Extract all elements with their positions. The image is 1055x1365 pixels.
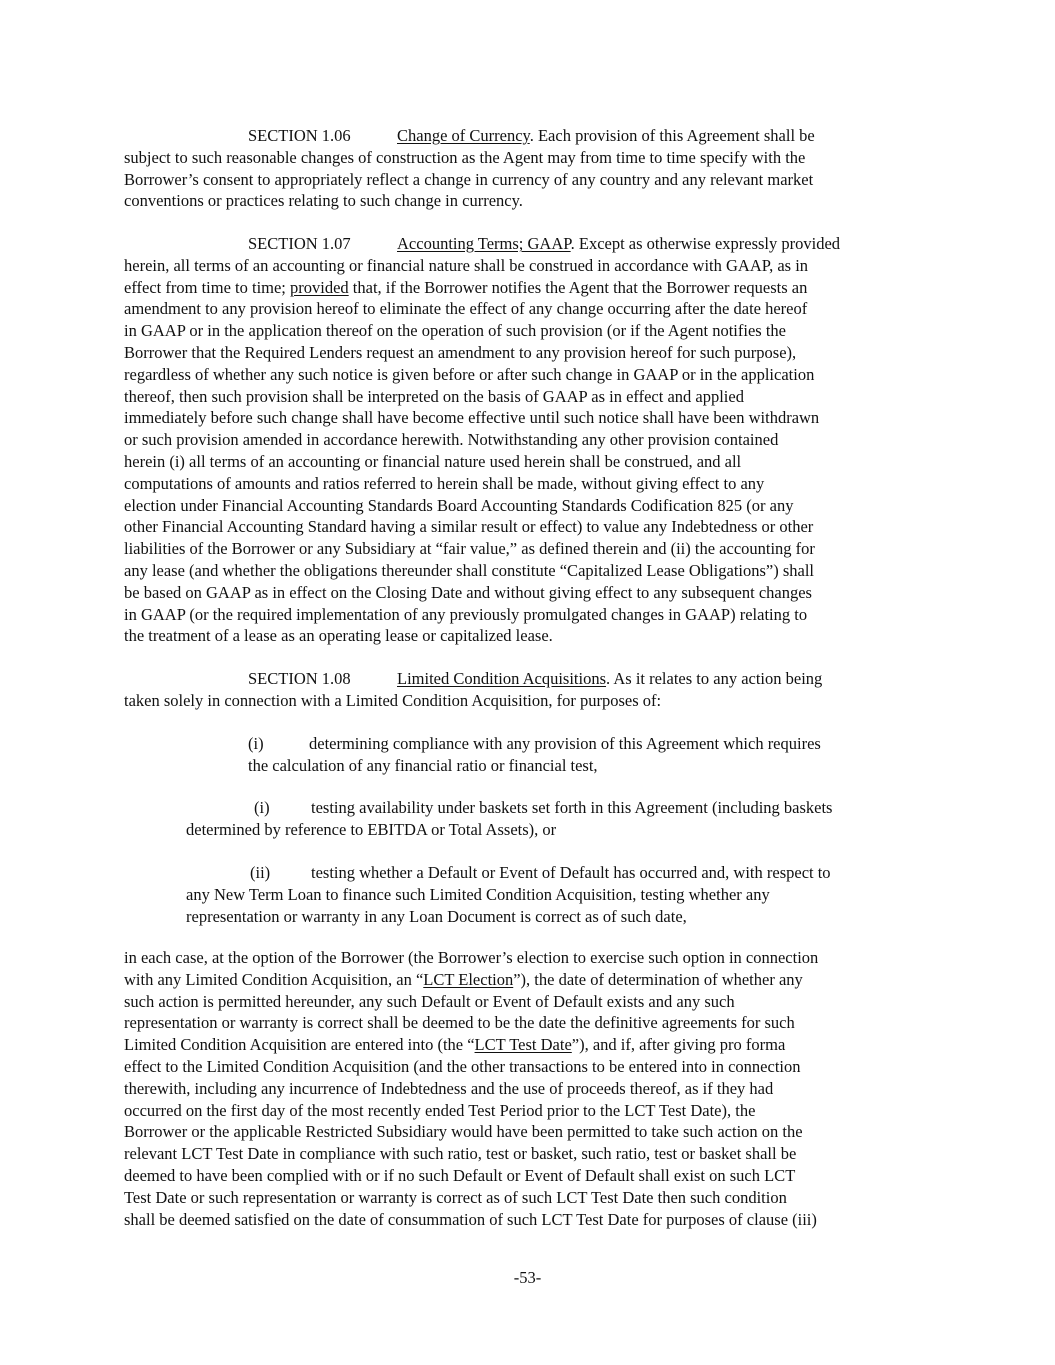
text-line: herein, all terms of an accounting or financial nature shall be construed in accordance with GAAP, as in [124, 255, 809, 275]
text-line: representation or warranty in any Loan Document is correct as of such date, [186, 906, 687, 926]
text-line: relevant LCT Test Date in compliance with such ratio, test or basket, such ratio, test or basket shall be [124, 1144, 797, 1164]
text-line: any lease (and whether the obligations thereunder shall constitute “Capitalized Lease Obligations”) shall [124, 560, 815, 580]
closing-paragraph [124, 947, 934, 1230]
text-line: herein (i) all terms of an accounting or financial nature used herein shall be construed, and all [124, 451, 742, 471]
section-title: Limited Condition Acquisitions [397, 669, 607, 688]
text-line: conventions or practices relating to such change in currency. [124, 191, 523, 211]
text-line: Limited Condition Acquisition are entered into (the “LCT Test Date”), and if, after giving pro forma [124, 1035, 786, 1055]
text-line: representation or warranty is correct shall be deemed to be the date the definitive agreements for such [124, 1013, 795, 1033]
section-1-06 [124, 125, 934, 212]
text-line: in GAAP or in the application thereof on the operation of such provision (or if the Agent notifies the [124, 321, 786, 341]
text-line: Test Date or such representation or warranty is correct as of such LCT Test Date then such condition [124, 1187, 787, 1207]
text-line: immediately before such change shall have become effective until such notice shall have been withdrawn [124, 408, 820, 428]
section-number: SECTION 1.07 [248, 234, 351, 253]
text-line: computations of amounts and ratios referred to herein shall be made, without giving effect to any [124, 473, 765, 493]
text-line: determined by reference to EBITDA or Total Assets), or [186, 819, 557, 839]
item-label: (i) [248, 734, 264, 753]
text-line: occurred on the first day of the most recently ended Test Period prior to the LCT Test Date), the [124, 1100, 756, 1120]
text-line: effect from time to time; provided that, if the Borrower notifies the Agent that the Borrower requests an [124, 277, 808, 297]
section-1-06-heading-line: SECTION 1.06 Change of Currency. Each provision of this Agreement shall be [248, 126, 815, 145]
provided-term: provided [290, 277, 349, 297]
section-number: SECTION 1.06 [248, 126, 351, 145]
text-line: Borrower or the applicable Restricted Subsidiary would have been permitted to take such action on the [124, 1122, 803, 1142]
text-line: in each case, at the option of the Borrower (the Borrower’s election to exercise such option in connection [124, 948, 819, 967]
section-title: Accounting Terms; GAAP [397, 234, 571, 253]
text-line: other Financial Accounting Standard having a similar result or effect) to value any Indebtedness or other [124, 517, 814, 537]
text-line: in GAAP (or the required implementation of any previously promulgated changes in GAAP) relating to [124, 604, 808, 624]
text-line: the calculation of any financial ratio or financial test, [248, 755, 598, 775]
text-line: taken solely in connection with a Limited Condition Acquisition, for purposes of: [124, 690, 662, 710]
text-line: be based on GAAP as in effect on the Closing Date and without giving effect to any subsequent changes [124, 582, 812, 602]
text-line: any New Term Loan to finance such Limited Condition Acquisition, testing whether any [186, 884, 770, 904]
list-item: (ii) testing whether a Default or Event of Default has occurred and, with respect to any New Term Loan to finance such Limited Condition Acquisition, testing whether any representation or warranty in any Loan Document is correct as of such date, [186, 862, 936, 927]
text-line: shall be deemed satisfied on the date of consummation of such LCT Test Date for purposes of clause (iii) [124, 1209, 817, 1229]
section-1-07-heading-line: SECTION 1.07 Accounting Terms; GAAP. Except as otherwise expressly provided [248, 234, 841, 253]
section-number: SECTION 1.08 [248, 669, 351, 688]
page-number: -53- [513, 1268, 542, 1287]
list-item: (i) determining compliance with any provision of this Agreement which requires the calculation of any financial ratio or financial test, [248, 733, 938, 777]
text-line: effect to the Limited Condition Acquisition (and the other transactions to be entered into in connection [124, 1056, 801, 1076]
text-line: subject to such reasonable changes of construction as the Agent may from time to time specify with the [124, 147, 806, 167]
text-line: therewith, including any incurrence of Indebtedness and the use of proceeds thereof, as if they had [124, 1078, 774, 1098]
item-label: (ii) [250, 863, 271, 882]
text-line: election under Financial Accounting Standards Board Accounting Standards Codification 825 (or any [124, 495, 794, 515]
text-line: regardless of whether any such notice is given before or after such change in GAAP or in the application [124, 364, 815, 384]
text-line: deemed to have been complied with or if no such Default or Event of Default shall exist on such LCT [124, 1165, 796, 1185]
section-1-08 [124, 668, 934, 712]
text-line: with any Limited Condition Acquisition, an “LCT Election”), the date of determination of whether any [124, 969, 803, 989]
text-line: Borrower that the Required Lenders request an amendment to any provision hereof for such purpose), [124, 342, 797, 362]
text-line: Borrower’s consent to appropriately reflect a change in currency of any country and any relevant market [124, 169, 814, 189]
text-line: the treatment of a lease as an operating lease or capitalized lease. [124, 626, 553, 646]
text-line: such action is permitted hereunder, any such Default or Event of Default exists and any such [124, 991, 735, 1011]
defined-term-lct-election: LCT Election [423, 969, 514, 989]
text-line: or such provision amended in accordance herewith. Notwithstanding any other provision contained [124, 430, 779, 450]
section-1-07 [124, 233, 934, 647]
text-line: amendment to any provision hereof to eliminate the effect of any change occurring after the date hereof [124, 299, 808, 319]
text-line: thereof, then such provision shall be interpreted on the basis of GAAP as in effect and applied [124, 386, 744, 406]
text-line: liabilities of the Borrower or any Subsidiary at “fair value,” as defined therein and (ii) the accounting for [124, 539, 815, 559]
list-item: (i) testing availability under baskets set forth in this Agreement (including baskets determined by reference to EBITDA or Total Assets), or [186, 797, 936, 841]
section-1-08-heading-line: SECTION 1.08 Limited Condition Acquisitions. As it relates to any action being [248, 669, 823, 688]
item-label: (i) [254, 798, 270, 817]
section-title: Change of Currency [397, 126, 530, 145]
defined-term-lct-test-date: LCT Test Date [474, 1035, 572, 1055]
